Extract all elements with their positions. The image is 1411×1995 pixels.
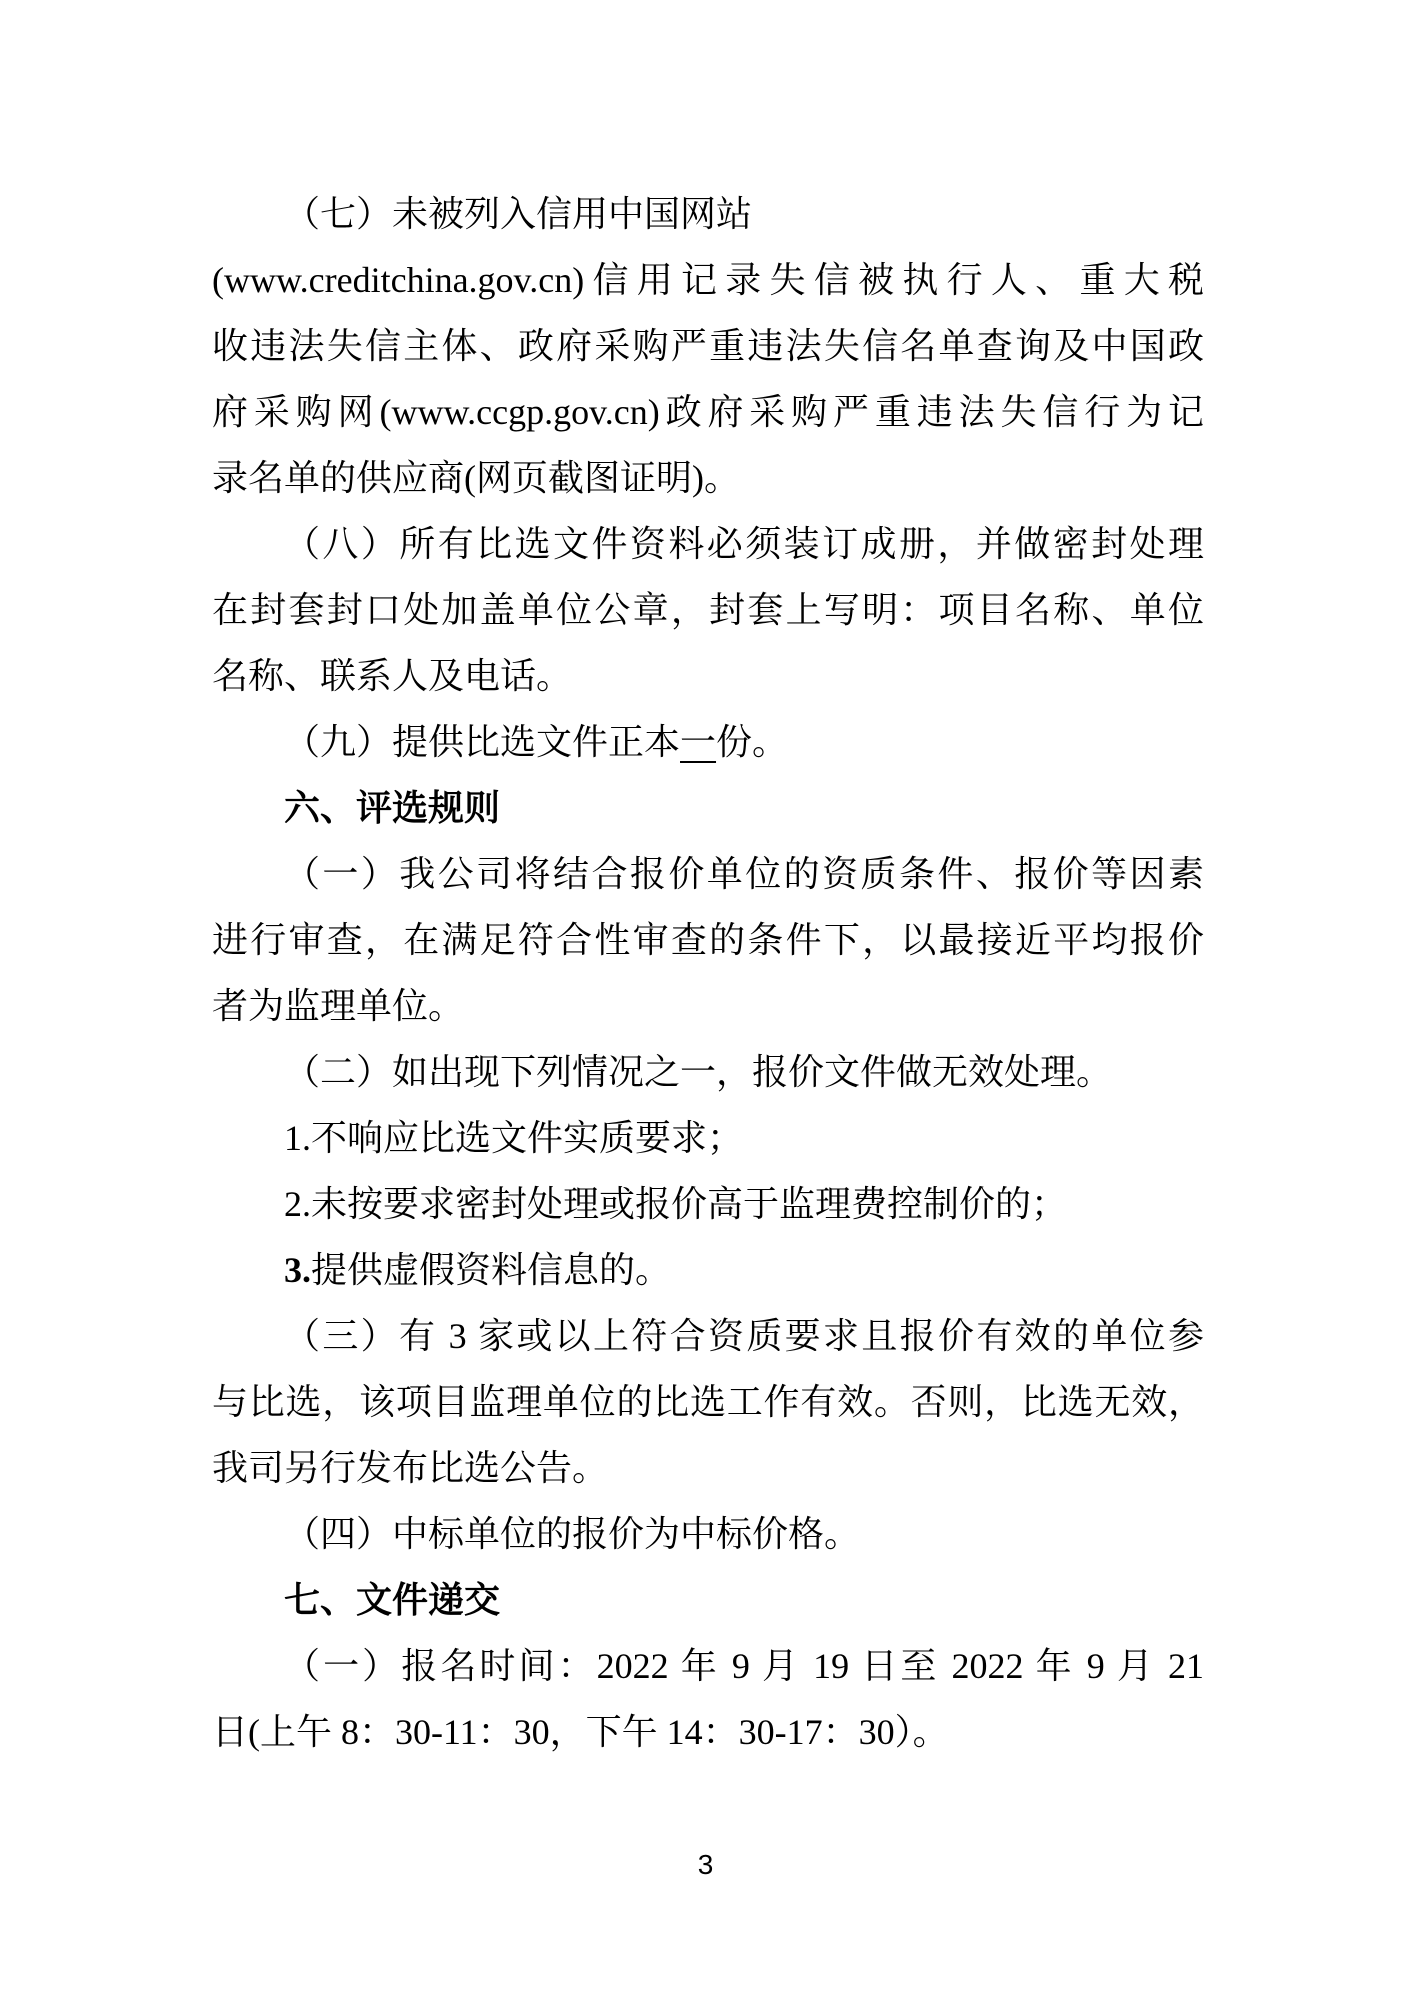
text-segment: 日(上午 8：30-11：30，下午 14：30-17：30）。 — [212, 1712, 949, 1752]
text-segment: 在封套封口处加盖单位公章，封套上写明：项目名称、单位 — [212, 590, 1204, 630]
text-segment: 收违法失信主体、政府采购严重违法失信名单查询及中国政 — [212, 326, 1204, 366]
text-segment: 2.未按要求密封处理或报价高于监理费控制价的； — [284, 1184, 1068, 1224]
text-segment: （四）中标单位的报价为中标价格。 — [284, 1514, 861, 1554]
text-segment: 名称、联系人及电话。 — [212, 656, 573, 696]
page-number: 3 — [697, 1849, 714, 1880]
text-segment: 份。 — [716, 722, 789, 762]
text-segment: 我司另行发布比选公告。 — [212, 1448, 609, 1488]
document-line — [212, 841, 1204, 907]
document-line — [212, 907, 1204, 973]
text-segment: 提供虚假资料信息的。 — [311, 1250, 672, 1290]
text-segment: 一 — [680, 722, 717, 762]
document-body — [212, 181, 1204, 1765]
document-line — [212, 1039, 1204, 1105]
document-line — [212, 313, 1204, 379]
text-segment: 府采购网(www.ccgp.gov.cn)政府采购严重违法失信行为记 — [212, 392, 1204, 432]
document-line — [212, 445, 1204, 511]
document-line — [212, 1105, 1204, 1171]
document-line — [212, 577, 1204, 643]
document-line — [212, 1237, 1204, 1303]
document-line — [212, 973, 1204, 1039]
text-segment: 3. — [284, 1250, 311, 1290]
text-segment: 进行审查，在满足符合性审查的条件下，以最接近平均报价 — [212, 920, 1204, 960]
document-line — [212, 643, 1204, 709]
document-line — [212, 1369, 1204, 1435]
text-segment: 七、文件递交 — [284, 1580, 501, 1620]
text-segment: （八）所有比选文件资料必须装订成册，并做密封处理 — [284, 524, 1204, 564]
text-segment: 录名单的供应商(网页截图证明)。 — [212, 458, 740, 498]
document-line — [212, 1501, 1204, 1567]
document-line — [212, 709, 1204, 775]
section-heading — [212, 775, 1204, 841]
text-segment: 1.不响应比选文件实质要求； — [284, 1118, 744, 1158]
text-segment: （九）提供比选文件正本 — [284, 722, 681, 762]
section-heading — [212, 1567, 1204, 1633]
text-segment: （一）报名时间：2022 年 9 月 19 日至 2022 年 9 月 21 — [284, 1646, 1204, 1686]
document-line — [212, 1699, 1204, 1765]
document-line — [212, 247, 1204, 313]
document-line — [212, 1171, 1204, 1237]
document-line — [212, 511, 1204, 577]
text-segment: (www.creditchina.gov.cn)信用记录失信被执行人、重大税 — [212, 260, 1204, 300]
text-segment: 者为监理单位。 — [212, 986, 465, 1026]
document-line — [212, 181, 1204, 247]
document-line — [212, 1435, 1204, 1501]
text-segment: （三）有 3 家或以上符合资质要求且报价有效的单位参 — [284, 1316, 1204, 1356]
document-line — [212, 1303, 1204, 1369]
document-line — [212, 379, 1204, 445]
text-segment: 与比选，该项目监理单位的比选工作有效。否则，比选无效， — [212, 1382, 1204, 1422]
text-segment: （七）未被列入信用中国网站 — [284, 194, 753, 234]
document-line — [212, 1633, 1204, 1699]
text-segment: （二）如出现下列情况之一，报价文件做无效处理。 — [284, 1052, 1113, 1092]
text-segment: 六、评选规则 — [284, 788, 501, 828]
text-segment: （一）我公司将结合报价单位的资质条件、报价等因素 — [284, 854, 1204, 894]
